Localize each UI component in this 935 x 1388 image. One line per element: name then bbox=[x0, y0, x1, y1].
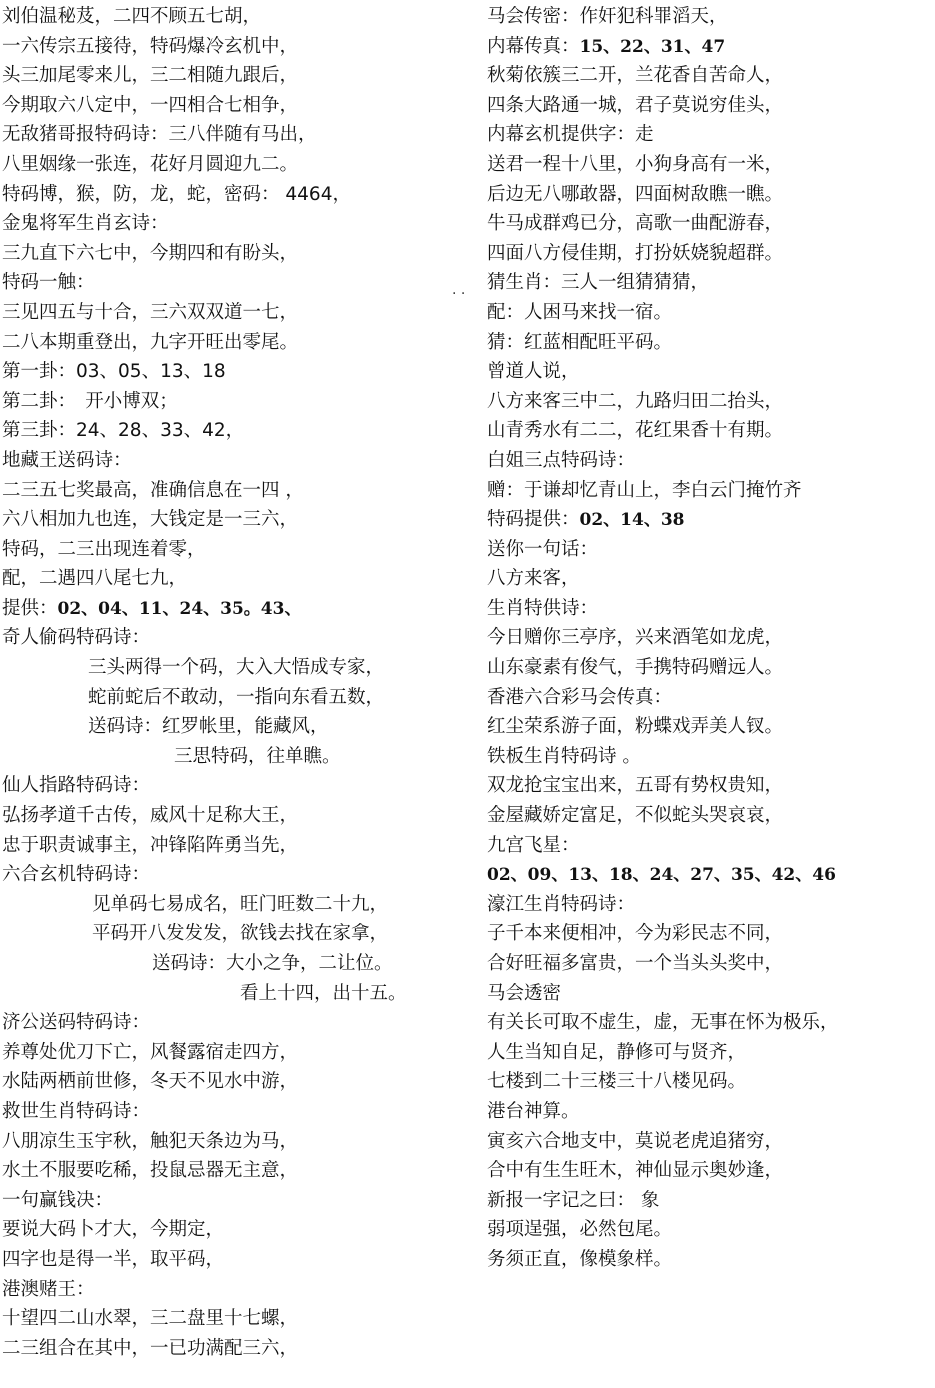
text-line bbox=[487, 1067, 927, 1097]
text-line bbox=[487, 949, 927, 979]
text-line bbox=[487, 239, 927, 269]
line-text: 提供： bbox=[2, 597, 58, 619]
text-line bbox=[2, 890, 457, 920]
text-line bbox=[487, 1156, 927, 1186]
line-text: 地藏王送码诗： bbox=[2, 449, 132, 471]
line-text: 三思特码，往单瞧。 bbox=[174, 745, 341, 767]
text-line bbox=[487, 446, 927, 476]
line-text: 合好旺福多富贵，一个当头头奖中， bbox=[487, 953, 784, 974]
text-line bbox=[2, 623, 457, 653]
line-text: 水土不服要吃稀，投鼠忌器无主意， bbox=[2, 1160, 299, 1182]
text-line bbox=[2, 1008, 457, 1038]
text-line bbox=[487, 2, 927, 32]
line-text: 送你一句话： bbox=[487, 538, 599, 560]
line-text: 人生当知自足，静修可与贤齐， bbox=[487, 1041, 747, 1063]
line-text: 四条大路通一城，君子莫说穷佳头， bbox=[487, 94, 784, 116]
text-line bbox=[487, 1215, 927, 1245]
line-text: 特码，二三出现连着零， bbox=[2, 538, 206, 560]
line-text: 赠：于谦却忆青山上，李白云门掩竹齐 bbox=[487, 479, 802, 501]
text-line bbox=[2, 860, 457, 890]
text-line bbox=[487, 623, 927, 653]
line-text: 平码开八发发发，欲钱去找在家拿， bbox=[92, 923, 389, 945]
line-text: 曾道人说， bbox=[487, 361, 580, 383]
text-line bbox=[2, 1067, 457, 1097]
text-line bbox=[2, 2, 457, 32]
text-line bbox=[487, 298, 927, 328]
bold-numbers: 02、09、13、18、24、27、35、42、46 bbox=[487, 865, 836, 886]
bold-numbers: 02、14、38 bbox=[579, 510, 685, 531]
bold-numbers: 15、22、31、47 bbox=[579, 36, 726, 57]
line-text: 蛇前蛇后不敢动，一指向东看五数， bbox=[88, 686, 385, 708]
line-text: 牛马成群鸡已分，高歌一曲配游春， bbox=[487, 213, 784, 235]
text-line bbox=[2, 1038, 457, 1068]
text-line bbox=[487, 742, 927, 772]
line-text: 头三加尾零来儿，三二相随九跟后， bbox=[2, 65, 299, 87]
line-text: 八里姻缘一张连，花好月圆迎九二。 bbox=[2, 153, 299, 175]
text-line bbox=[487, 416, 927, 446]
text-line bbox=[2, 801, 457, 831]
line-text: 第二卦： 开小博双； bbox=[2, 390, 178, 412]
line-text: 一六传宗五接待，特码爆冷玄机中， bbox=[2, 35, 299, 57]
line-text: 合中有生生旺木，神仙显示奥妙逢， bbox=[487, 1160, 784, 1182]
line-text: 第三卦：24、28、33、42， bbox=[2, 420, 245, 442]
text-line bbox=[487, 712, 927, 742]
line-text: 送码诗：大小之争，二让位。 bbox=[152, 953, 393, 974]
text-line bbox=[2, 1275, 457, 1305]
text-line bbox=[487, 32, 927, 62]
line-text: 见单码七易成名，旺门旺数二十九， bbox=[92, 893, 389, 915]
text-line bbox=[2, 919, 457, 949]
text-line bbox=[487, 1245, 927, 1275]
text-line bbox=[2, 150, 457, 180]
text-line bbox=[2, 712, 457, 742]
line-text: 内幕玄机提供字：走 bbox=[487, 124, 654, 146]
line-text: 刘伯温秘芨，二四不顾五七胡， bbox=[2, 6, 262, 27]
line-text: 今期取六八定中，一四相合七相争， bbox=[2, 94, 299, 116]
text-line bbox=[487, 1038, 927, 1068]
text-line bbox=[2, 357, 457, 387]
line-text: 今日赠你三亭序，兴来酒笔如龙虎， bbox=[487, 627, 784, 649]
text-line bbox=[487, 771, 927, 801]
line-text: 特码提供： bbox=[487, 509, 580, 531]
line-text: 马会透密 bbox=[487, 982, 562, 1004]
text-line bbox=[2, 1334, 457, 1364]
line-text: 猜：红蓝相配旺平码。 bbox=[487, 331, 673, 353]
line-text: 第一卦：03、05、13、18 bbox=[2, 361, 226, 383]
text-line bbox=[2, 683, 457, 713]
line-text: 濠江生肖特码诗： bbox=[487, 893, 636, 915]
text-line bbox=[487, 594, 927, 624]
line-text: 有关长可取不虚生，虚，无事在怀为极乐， bbox=[487, 1012, 839, 1034]
text-line bbox=[487, 268, 927, 298]
line-text: 特码一触： bbox=[2, 272, 95, 294]
line-text: 二三五七奖最高，准确信息在一四 ， bbox=[2, 479, 304, 501]
line-text: 猜生肖：三人一组猜猜猜， bbox=[487, 272, 710, 294]
text-line bbox=[487, 801, 927, 831]
text-line bbox=[2, 535, 457, 565]
text-line bbox=[2, 32, 457, 62]
text-line bbox=[487, 476, 927, 506]
text-line bbox=[487, 1008, 927, 1038]
line-text: 金屋藏娇定富足，不似蛇头哭哀哀， bbox=[487, 805, 784, 827]
text-line bbox=[2, 979, 457, 1009]
text-line bbox=[2, 653, 457, 683]
line-text: 金鬼将军生肖玄诗： bbox=[2, 213, 169, 235]
line-text: 弱项逞强，必然包尾。 bbox=[487, 1219, 673, 1241]
line-text: 养尊处优刀下亡，风餐露宿走四方， bbox=[2, 1041, 299, 1063]
line-text: 济公送码特码诗： bbox=[2, 1012, 151, 1034]
text-line bbox=[2, 1186, 457, 1216]
line-text: 红尘荣系游子面，粉蝶戏弄美人钗。 bbox=[487, 716, 784, 738]
text-line bbox=[2, 1245, 457, 1275]
line-text: 一句赢钱决： bbox=[2, 1189, 114, 1211]
line-text: 六八相加九也连，大钱定是一三六， bbox=[2, 509, 299, 531]
line-text: 忠于职责诚事主，冲锋陷阵勇当先， bbox=[2, 834, 299, 856]
text-line bbox=[487, 1097, 927, 1127]
line-text: 仙人指路特码诗： bbox=[2, 775, 151, 797]
line-text: 新报一字记之曰： 象 bbox=[487, 1189, 660, 1211]
line-text: 八方来客， bbox=[487, 568, 580, 590]
line-text: 八方来客三中二，九路归田二抬头， bbox=[487, 390, 784, 412]
text-line bbox=[2, 564, 457, 594]
text-line bbox=[487, 387, 927, 417]
text-line bbox=[487, 120, 927, 150]
text-line bbox=[2, 742, 457, 772]
line-text: 十望四二山水翠，三二盘里十七螺， bbox=[2, 1308, 299, 1330]
text-line bbox=[487, 61, 927, 91]
text-line bbox=[2, 416, 457, 446]
text-line bbox=[487, 564, 927, 594]
text-line bbox=[487, 683, 927, 713]
line-text: 配，二遇四八尾七九， bbox=[2, 568, 188, 590]
line-text: 铁板生肖特码诗 。 bbox=[487, 745, 641, 767]
text-line bbox=[487, 919, 927, 949]
line-text: 八朋凉生玉宇秋，触犯天条边为马， bbox=[2, 1130, 299, 1152]
line-text: 送君一程十八里，小狗身高有一米， bbox=[487, 153, 784, 175]
line-text: 务须正直，像模象样。 bbox=[487, 1248, 673, 1270]
center-dots: . . bbox=[452, 282, 466, 298]
line-text: 寅亥六合地支中，莫说老虎追猪穷， bbox=[487, 1130, 784, 1152]
text-line bbox=[2, 180, 457, 210]
text-line bbox=[2, 771, 457, 801]
line-text: 四面八方侵佳期，打扮妖娆貌超群。 bbox=[487, 242, 784, 264]
line-text: 无敌猪哥报特码诗：三八伴随有马出， bbox=[2, 124, 317, 146]
text-line bbox=[2, 120, 457, 150]
line-text: 白姐三点特码诗： bbox=[487, 449, 636, 471]
line-text: 水陆两栖前世修，冬天不见水中游， bbox=[2, 1071, 299, 1093]
text-line bbox=[487, 505, 927, 535]
text-line bbox=[487, 209, 927, 239]
text-line bbox=[487, 831, 927, 861]
text-line bbox=[2, 1304, 457, 1334]
text-line bbox=[2, 268, 457, 298]
line-text: 生肖特供诗： bbox=[487, 597, 599, 619]
text-line bbox=[487, 890, 927, 920]
text-line bbox=[487, 535, 927, 565]
text-line bbox=[2, 61, 457, 91]
line-text: 山东豪素有俊气，手携特码赠远人。 bbox=[487, 657, 784, 679]
line-text: 配：人困马来找一宿。 bbox=[487, 301, 673, 323]
text-line bbox=[2, 1215, 457, 1245]
text-line bbox=[487, 860, 927, 890]
text-line bbox=[2, 328, 457, 358]
line-text: 特码博，猴，防，龙，蛇，密码： 4464， bbox=[2, 183, 351, 205]
text-line bbox=[2, 594, 457, 624]
text-line bbox=[2, 387, 457, 417]
text-line bbox=[2, 505, 457, 535]
text-line bbox=[2, 1127, 457, 1157]
line-text: 港台神算。 bbox=[487, 1100, 580, 1122]
text-line bbox=[487, 91, 927, 121]
text-line bbox=[487, 328, 927, 358]
text-line bbox=[2, 949, 457, 979]
text-line bbox=[487, 1127, 927, 1157]
text-line bbox=[487, 653, 927, 683]
line-text: 秋菊依簇三二开，兰花香自苦命人， bbox=[487, 65, 784, 87]
line-text: 四字也是得一半，取平码， bbox=[2, 1248, 225, 1270]
line-text: 弘扬孝道千古传，威风十足称大王， bbox=[2, 805, 299, 827]
text-line bbox=[487, 357, 927, 387]
text-line bbox=[2, 1097, 457, 1127]
line-text: 七楼到二十三楼三十八楼见码。 bbox=[487, 1071, 747, 1093]
right-column bbox=[487, 2, 927, 1275]
line-text: 港澳赌王： bbox=[2, 1278, 95, 1300]
line-text: 后边无八哪敢器，四面树敌瞧一瞧。 bbox=[487, 183, 784, 205]
line-text: 二三组合在其中，一已功满配三六， bbox=[2, 1337, 299, 1359]
line-text: 奇人偷码特码诗： bbox=[2, 627, 151, 649]
line-text: 六合玄机特码诗： bbox=[2, 864, 151, 886]
line-text: 看上十四，出十五。 bbox=[240, 982, 407, 1004]
text-line bbox=[2, 239, 457, 269]
line-text: 三九直下六七中，今期四和有盼头， bbox=[2, 242, 299, 264]
line-text: 三见四五与十合，三六双双道一七， bbox=[2, 301, 299, 323]
bold-numbers: 02、04、11、24、35。43、 bbox=[57, 598, 302, 619]
line-text: 马会传密：作奸犯科罪滔天， bbox=[487, 6, 728, 27]
text-line bbox=[487, 150, 927, 180]
text-line bbox=[2, 1156, 457, 1186]
line-text: 送码诗：红罗帐里，能藏风， bbox=[88, 716, 329, 738]
line-text: 二八本期重登出，九字开旺出零尾。 bbox=[2, 331, 299, 353]
text-line bbox=[487, 979, 927, 1009]
line-text: 香港六合彩马会传真： bbox=[487, 686, 673, 708]
line-text: 九宫飞星： bbox=[487, 834, 580, 856]
text-line bbox=[2, 91, 457, 121]
line-text: 救世生肖特码诗： bbox=[2, 1100, 151, 1122]
text-line bbox=[2, 446, 457, 476]
text-line bbox=[2, 298, 457, 328]
line-text: 要说大码卜才大，今期定， bbox=[2, 1219, 225, 1241]
left-column bbox=[2, 2, 457, 1363]
text-line bbox=[2, 831, 457, 861]
text-line bbox=[2, 476, 457, 506]
line-text: 子千本来便相冲，今为彩民志不同， bbox=[487, 923, 784, 945]
line-text: 内幕传真： bbox=[487, 35, 580, 57]
text-line bbox=[2, 209, 457, 239]
text-line bbox=[487, 1186, 927, 1216]
line-text: 双龙抢宝宝出来，五哥有势权贵知， bbox=[487, 775, 784, 797]
line-text: 三头两得一个码，大入大悟成专家， bbox=[88, 657, 385, 679]
text-line bbox=[487, 180, 927, 210]
line-text: 山青秀水有二二，花红果香十有期。 bbox=[487, 420, 784, 442]
